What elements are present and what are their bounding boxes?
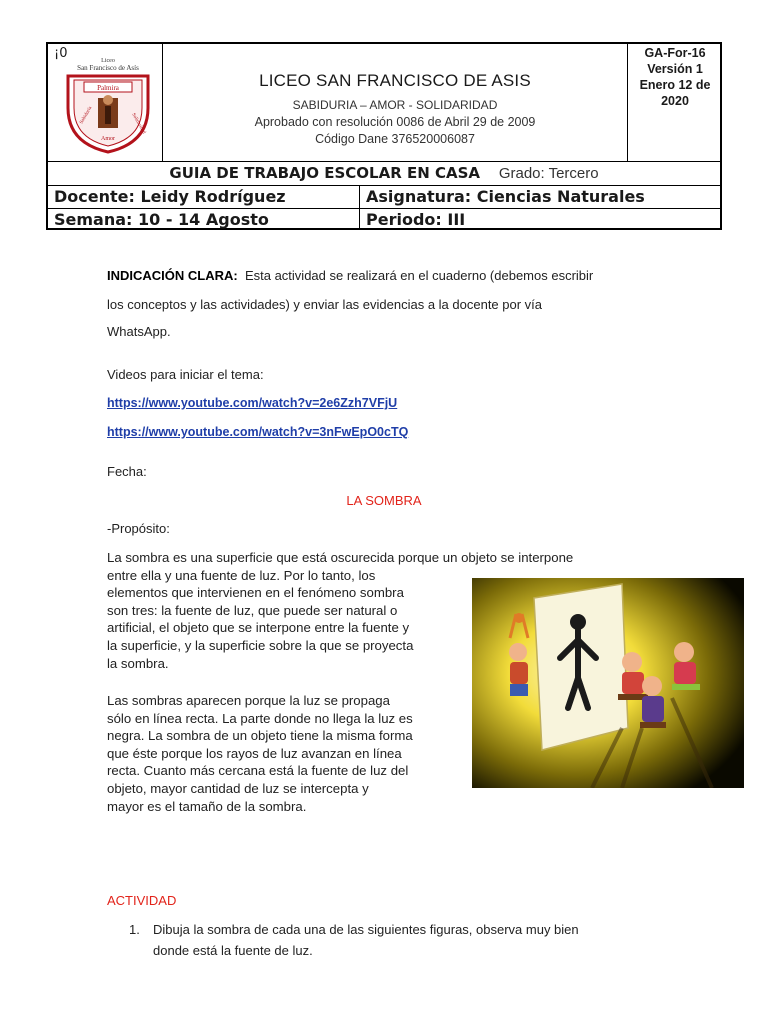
school-motto: SABIDURIA – AMOR - SOLIDARIDAD — [292, 98, 498, 112]
activity-item-line1: Dibuja la sombra de cada una de las siguientes figuras, observa muy bien — [153, 922, 579, 937]
school-title-block — [163, 44, 627, 161]
video-link-1[interactable]: https://www.youtube.com/watch?v=2e6Zzh7VFjU — [107, 396, 398, 410]
activity-item-number: 1. — [129, 922, 140, 937]
paragraph2-line3: negra. La sombra de un objeto tiene la misma forma — [107, 728, 413, 744]
paragraph-shadow-explanation — [107, 692, 467, 815]
activity-title: ACTIVIDAD — [107, 893, 177, 908]
activity-item-line2: donde está la fuente de luz. — [153, 943, 313, 958]
form-version: Versión 1 — [647, 62, 703, 76]
form-code-block — [628, 44, 722, 162]
logo-corner-text: ¡0 — [54, 46, 68, 61]
teacher-label: Docente: Leidy Rodríguez — [54, 187, 286, 206]
paragraph1-line3: elementos que intervienen en el fenómeno sombra — [107, 585, 404, 601]
logo-text-right: Solidaridad — [130, 112, 147, 135]
grade-label: Grado: Tercero — [498, 165, 599, 182]
videos-label: Videos para iniciar el tema: — [107, 367, 264, 382]
date-label: Fecha: — [107, 464, 147, 479]
dane-code: Código Dane 376520006087 — [315, 132, 475, 146]
logo-text-band: Palmira — [97, 84, 119, 92]
logo-text-top: Liceo — [101, 58, 115, 64]
form-code: GA-For-16 — [644, 46, 706, 60]
paragraph1-line7: la sombra. — [107, 655, 169, 671]
period-label: Periodo: III — [366, 210, 466, 229]
logo-text-left: Sabiduría — [79, 105, 94, 125]
guide-title-row — [48, 164, 720, 182]
school-logo — [48, 44, 162, 161]
instructions-line2: los conceptos y las actividades) y enviar las evidencias a la docente por vía — [107, 297, 543, 312]
form-date-line1: Enero 12 de — [639, 78, 711, 92]
instructions-line3: WhatsApp. — [107, 324, 171, 339]
week-label: Semana: 10 - 14 Agosto — [54, 210, 269, 229]
logo-text-name: San Francisco de Asís — [77, 64, 139, 72]
paragraph1-line2: entre ella y una fuente de luz. Por lo tanto, los — [107, 567, 376, 583]
paragraph1-line5: artificial, el objeto que se interpone entre la fuente y — [107, 620, 410, 636]
paragraph2-line4: que éste porque los rayos de luz avanzan en línea — [107, 745, 402, 761]
instructions-text-line1: Esta actividad se realizará en el cuaderno (debemos escribir — [244, 268, 594, 283]
paragraph2-line7: mayor es el tamaño de la sombra. — [107, 798, 307, 814]
paragraph1-line4: son tres: la fuente de luz, que puede ser natural o — [107, 602, 398, 618]
approval-resolution: Aprobado con resolución 0086 de Abril 29 de 2009 — [254, 115, 536, 129]
section-title: LA SOMBRA — [346, 493, 422, 508]
paragraph2-line2: sólo en línea recta. La parte donde no llega la luz es — [107, 710, 413, 726]
paragraph2-line6: objeto, mayor cantidad de luz se intercepta y — [107, 780, 369, 796]
document-header — [46, 42, 722, 230]
guide-title: GUIA DE TRABAJO ESCOLAR EN CASA — [169, 164, 481, 182]
paragraph2-line5: recta. Cuanto más cercana está la fuente de luz del — [107, 763, 409, 779]
purpose-label: -Propósito: — [107, 521, 170, 536]
paragraph2-line1: Las sombras aparecen porque la luz se propaga — [107, 693, 390, 708]
instructions-line1 — [107, 268, 593, 283]
logo-text-bottom: Amor — [101, 136, 115, 142]
paragraph1-line6: la superficie, y la superficie sobre la que se proyecta — [107, 637, 414, 653]
school-name: LICEO SAN FRANCISCO DE ASIS — [259, 71, 531, 90]
subject-label: Asignatura: Ciencias Naturales — [366, 187, 645, 206]
shadow-puppet-illustration — [472, 578, 744, 788]
paragraph1-line1: La sombra es una superficie que está oscurecida porque un objeto se interpone — [107, 550, 574, 565]
form-date-line2: 2020 — [661, 94, 689, 108]
instructions-label: INDICACIÓN CLARA: — [107, 268, 238, 283]
video-link-2[interactable]: https://www.youtube.com/watch?v=3nFwEpO0cTQ — [107, 425, 409, 439]
school-crest-icon — [56, 48, 156, 158]
